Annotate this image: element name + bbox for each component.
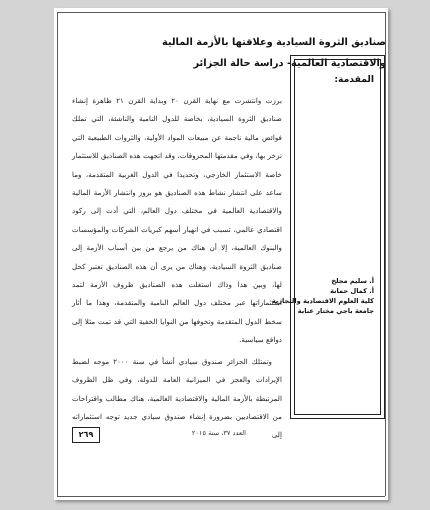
paragraph-2: وتمتلك الجزائر صندوق سيادي أنشأ في سنة ٢٠٠٠ موجه لضبط الإيرادات والعجز في الميزانية العامة للدولة، وفي ظل الظروف المرتبطة بالأزمة المالية والاقتصادية العالمية، هناك مطالب واقتراحات من الاقتصاديين بضرورة إنشاء صندوق سيادي جديد توجه استثماراته إلى	[72, 356, 282, 440]
sidebar-inner-border	[271, 59, 381, 415]
author-1: أ. سليم مجلخ	[331, 277, 374, 285]
right-rule	[385, 12, 386, 496]
page-number: ٢٦٩	[72, 427, 100, 443]
author-sidebar	[271, 55, 385, 419]
article-title: صناديق الثروة السيادية وعلاقتها بالأزمة المالية والاقتصادية العالمية- دراسة حالة الجزائر	[161, 37, 386, 69]
section-heading: المقدمة:	[334, 74, 374, 85]
article-body	[72, 92, 282, 445]
author-2: أ. كمال حمانة	[330, 287, 374, 295]
university: جامعة باجي مختار عنابة	[297, 307, 374, 315]
faculty: كلية العلوم الاقتصادية والتجارية	[271, 297, 374, 305]
author-info	[271, 276, 380, 316]
bottom-rule	[57, 496, 385, 497]
left-rule	[57, 12, 58, 496]
document-page	[54, 8, 388, 500]
top-rule	[57, 12, 385, 13]
issue-info: العدد ٣٧، سنة ٢٠١٥	[191, 429, 246, 437]
page-footer	[72, 424, 364, 446]
paragraph-1: برزت وانتشرت مع نهاية القرن ٢٠ وبداية القرن ٢١ ظاهرة إنشاء صناديق الثروة السيادية، بخاصة للدول النامية والناشئة، التي تملك فوائض مالية ناجمة عن مبيعات المواد الأولية، والثروات الطبيعية التي تزخر بها، وفي مقدمتها المحروقات، وقد اتجهت هذه الصناديق للاستثمار خاصة الاستثمار الخارجي، وتحديدا في الدول الغربية المتقدمة، وما ساعد على انتشار نشاط هذه الصناديق هو بروز وانتشار الأزمة المالية والاقتصادية العالمية في مختلف دول العالم، التي أدت إلى ركود اقتصادي عالمي، تسبب في انهيار أسهم كبريات الشركات والمؤسسات والبنوك العالمية، إلا أن هناك من يرجع من بين أسباب الأزمة إلى صناديق الثروة السيادية، وهناك من يرى أن هذه الصناديق تعتبر كحل لها، وبين هذا وذاك استغلت هذه الصناديق ظروف الأزمة لتمد استثماراتها عبر مختلف دول العالم النامية والمتقدمة، وهذا ما أثار سخط الدول المتقدمة وتخوفها من النوايا الخفية التي قد تمت مثلا إلى دوافع سياسية.	[72, 96, 282, 345]
